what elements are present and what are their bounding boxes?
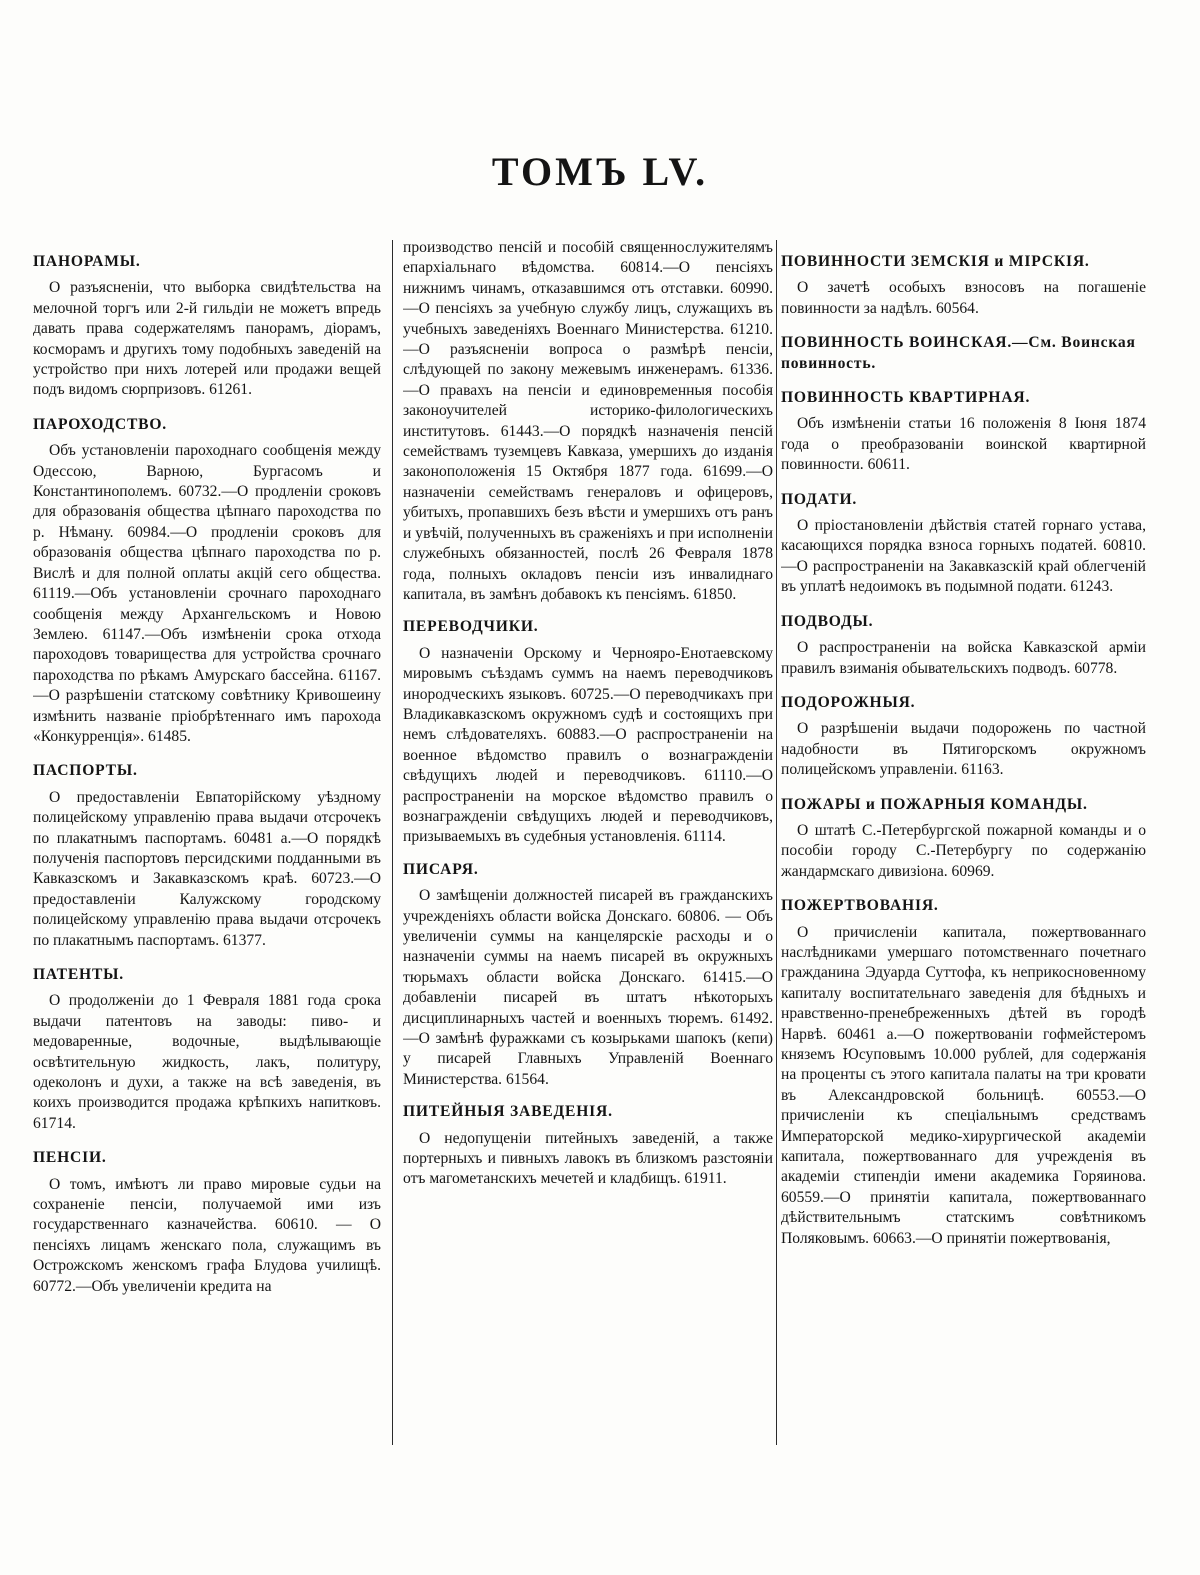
column-divider [776,240,777,1445]
section-heading: ПЕНСІИ. [33,1149,107,1167]
section-heading: ПОЖЕРТВОВАНІЯ. [781,897,939,915]
section-text: О разрѣшеніи выдачи подорожень по частной надобности въ Пятигорскомъ окружномъ полицейскомъ управленіи. 61163. [781,720,1146,779]
section-podorozhnyya [781,693,1146,781]
section-text: О разъясненіи, что выборка свидѣтельства на мелочной торгъ или 2-й гильдіи не можетъ впредь давать права содержателямъ панорамъ, діорамъ, косморамъ и другихъ тому подобныхъ заведеній на устройство при нихъ лотерей или продажи вещей подъ видомъ сюрпризовъ. 61261. [33,279,381,399]
section-text: О штатѣ С.-Петербургской пожарной команды и о пособіи городу С.-Петербургу по содержанію жандармскаго дивизіона. 60969. [781,821,1146,880]
section-pensii [33,1148,381,1297]
section-heading: ПОДВОДЫ. [781,612,874,630]
section-heading: ПАТЕНТЫ. [33,966,124,983]
section-text: Объ установленіи пароходнаго сообщенія между Одессою, Варною, Бургасомъ и Константинополемъ. 60732.—О продленіи сроковъ для образованія общества цѣпнаго пароходства по р. Нѣману. 60984.—О продленіи сроковъ для образованія общества цѣпнаго пароходства по р. Вислѣ и для полной оплаты акцій сего общества. 61119.—Объ установленіи срочнаго пароходнаго сообщенія между Архангельскомъ и Новою Землею. 61147.—Объ измѣненіи срока отхода пароходовъ товарищества для устройства срочнаго пароходства по рѣкамъ Амурскаго бассейна. 61167.—О разрѣшеніи статскому совѣтнику Кривошеину измѣнить названіе пріобрѣтеннаго имъ парохода «Конкурренція». 61485. [33,442,381,745]
section-text: О распространеніи на войска Кавказской арміи правилъ взиманія обывательскихъ подводъ. 60778. [781,639,1146,677]
section-text: О назначеніи Орскому и Чернояро-Енотаевскому мировымъ съѣздамъ суммъ на наемъ переводчиковъ инородческихъ языковъ. 60725.—О переводчикахъ при Владикавказскомъ окружномъ судѣ и состоящихъ при немъ слѣдователяхъ. 60883.—О распространеніи на военное вѣдомство правилъ о вознагражденіи свѣдущихъ людей и переводчиковъ. 61110.—О распространеніи на морское вѣдомство правилъ о вознагражденіи свѣдущихъ людей и переводчиковъ, призываемыхъ въ судебныя установленія. 61114. [403,644,773,846]
section-heading: ПОДАТИ. [781,490,858,508]
section-povinnost-kvartirnaya [781,388,1146,476]
section-povinnosti-zemskiya [781,252,1146,319]
section-text: О замѣщеніи должностей писарей въ гражданскихъ учрежденіяхъ области войска Донскаго. 60806. — Объ увеличеніи суммы на канцелярскіе расходы и о назначеніи суммы на наемъ писарей въ окружныхъ тюрьмахъ области войска Донскаго. 61415.—О добавленіи писарей въ штатъ нѣкоторыхъ дисциплинарныхъ частей и военныхъ тюремъ. 61492.—О замѣнѣ фуражками съ козырьками шапокъ (кепи) у писарей Главныхъ Управленій Военнаго Министерства. 61564. [403,887,773,1088]
section-text: О продолженіи до 1 Февраля 1881 года срока выдачи патентовъ на заводы: пиво- и медоваренные, водочные, выдѣлывающіе освѣтительную жидкость, лакъ, политуру, одеколонъ и духи, а также на всѣ заведенія, въ коихъ производится продажа крѣпкихъ напитковъ. 61714. [33,992,381,1132]
section-heading: ПАСПОРТЫ. [33,762,138,780]
section-heading: ПОЖАРЫ и ПОЖАРНЫЯ КОМАНДЫ. [781,795,1088,813]
section-pozhary [781,795,1146,883]
section-perevodchiki [403,617,773,847]
section-heading: ПОВИННОСТЬ ВОИНСКАЯ.—См. Воинская повинность. [781,334,1136,372]
section-povinnost-voinskaya [781,333,1146,374]
section-text: О предоставленіи Евпаторійскому уѣздному полицейскому управленію права выдачи отсрочекъ по плакатнымъ паспортамъ. 60481 а.—О порядкѣ полученія паспортовъ персидскими подданными въ Кавказскомъ и Закавказскомъ краѣ. 60723.—О предоставленіи Калужскому городскому полицейскому управленію права выдачи отсрочекъ по плакатнымъ паспортамъ. 61377. [33,788,381,949]
section-pasporty [33,761,381,951]
section-heading: ПОВИННОСТЬ КВАРТИРНАЯ. [781,389,1031,407]
column-divider [392,240,393,1445]
section-text: О причисленіи капитала, пожертвованнаго наслѣдниками умершаго потомственнаго почетнаго гражданина Эдуарда Суттофа, къ неприкосновенному капиталу воспитательнаго заведенія для бѣдныхъ и нравственно-пренебреженныхъ дѣтей въ городѣ Нарвѣ. 60461 а.—О пожертвованіи гофмейстеромъ княземъ Юсуповымъ 10.000 рублей, для содержанія на проценты съ этого капитала палаты на три кровати въ Александровской больницѣ. 60553.—О причисленіи къ спеціальнымъ средствамъ Императорской медико-хирургической академіи капитала, пожертвованнаго для учрежденія въ академіи стипендіи имени академика Горяинова. 60559.—О принятіи капитала, пожертвованнаго дѣйствительнымъ статскимъ совѣтникомъ Поляковымъ. 60663.—О принятіи пожертвованія, [781,923,1146,1247]
section-panoramy [33,252,381,401]
section-text: Объ измѣненіи статьи 16 положенія 8 Іюня 1874 года о преобразованіи воинской квартирной повинности. 60611. [781,415,1146,474]
section-podvody [781,612,1146,679]
section-text: О томъ, имѣютъ ли право мировые судьи на сохраненіе пенсіи, получаемой ими изъ государственнаго казначейства. 60610. — О пенсіяхъ лицамъ женскаго пола, служащимъ въ Острожскомъ женскомъ графа Блудова училищѣ. 60772.—Объ увеличеніи кредита на [33,1175,381,1295]
section-heading: ПИСАРЯ. [403,860,479,878]
section-text: О пріостановленіи дѣйствія статей горнаго устава, касающихся порядка взноса горныхъ податей. 60810.—О распространеніи на Закавказскій край облегченій въ уплатѣ недоимокъ въ подымной подати. 61243. [781,517,1146,596]
section-heading: ПОВИННОСТИ ЗЕМСКІЯ и МІРСКІЯ. [781,253,1090,270]
section-heading: ПАРОХОДСТВО. [33,415,167,433]
page-title: ТОМЪ LV. [491,149,709,194]
section-pisarya [403,860,773,1090]
continued-text: производство пенсій и пособій священнослужителямъ епархіальнаго вѣдомства. 60814.—О пенсіяхъ нижнимъ чинамъ, отказавшимся отъ отставки. 60990.—О пенсіяхъ за учебную службу лицъ, служащихъ въ учебныхъ заведеніяхъ Военнаго Министерства. 61210.—О разъясненіи вопроса о размѣрѣ пенсіи, слѣдующей по закону межевымъ инженерамъ. 61336.—О правахъ на пенсіи и единовременныя пособія законоучителей историко-филологическихъ институтовъ. 61443.—О порядкѣ назначенія пенсій семействамъ туземцевъ Кавказа, умершихъ до изданія законоположенія 15 Октября 1877 года. 61699.—О назначеніи семействамъ генераловъ и офицеровъ, убитыхъ, пропавшихъ безъ вѣсти и умершихъ отъ ранъ и увѣчій, полученныхъ въ сраженіяхъ и при исполненіи служебныхъ обязанностей, послѣ 26 Февраля 1878 года, полныхъ окладовъ пенсіи изъ инвалиднаго капитала, въ замѣнъ добавокъ къ пенсіямъ. 61850. [403,239,773,603]
column-1 [33,238,381,1468]
column-3 [781,238,1146,1468]
section-parokhodstvo [33,415,381,748]
section-heading: ПОДОРОЖНЫЯ. [781,693,916,711]
section-heading: ПЕРЕВОДЧИКИ. [403,618,539,636]
column-2 [403,238,773,1468]
section-piteinyya-zavedeniya [403,1102,773,1190]
section-podati [781,490,1146,598]
section-text: О недопущеніи питейныхъ заведеній, а также портерныхъ и пивныхъ лавокъ въ близкомъ разстояніи отъ магометанскихъ мечетей и кладбищъ. 61911. [403,1129,773,1188]
section-heading: ПАНОРАМЫ. [33,253,141,270]
section-text: О зачетѣ особыхъ взносовъ на погашеніе повинности за надѣлъ. 60564. [781,279,1146,317]
section-pozhertvovaniya [781,896,1146,1249]
section-patenty [33,965,381,1134]
section-heading: ПИТЕЙНЫЯ ЗАВЕДЕНІЯ. [403,1103,613,1121]
